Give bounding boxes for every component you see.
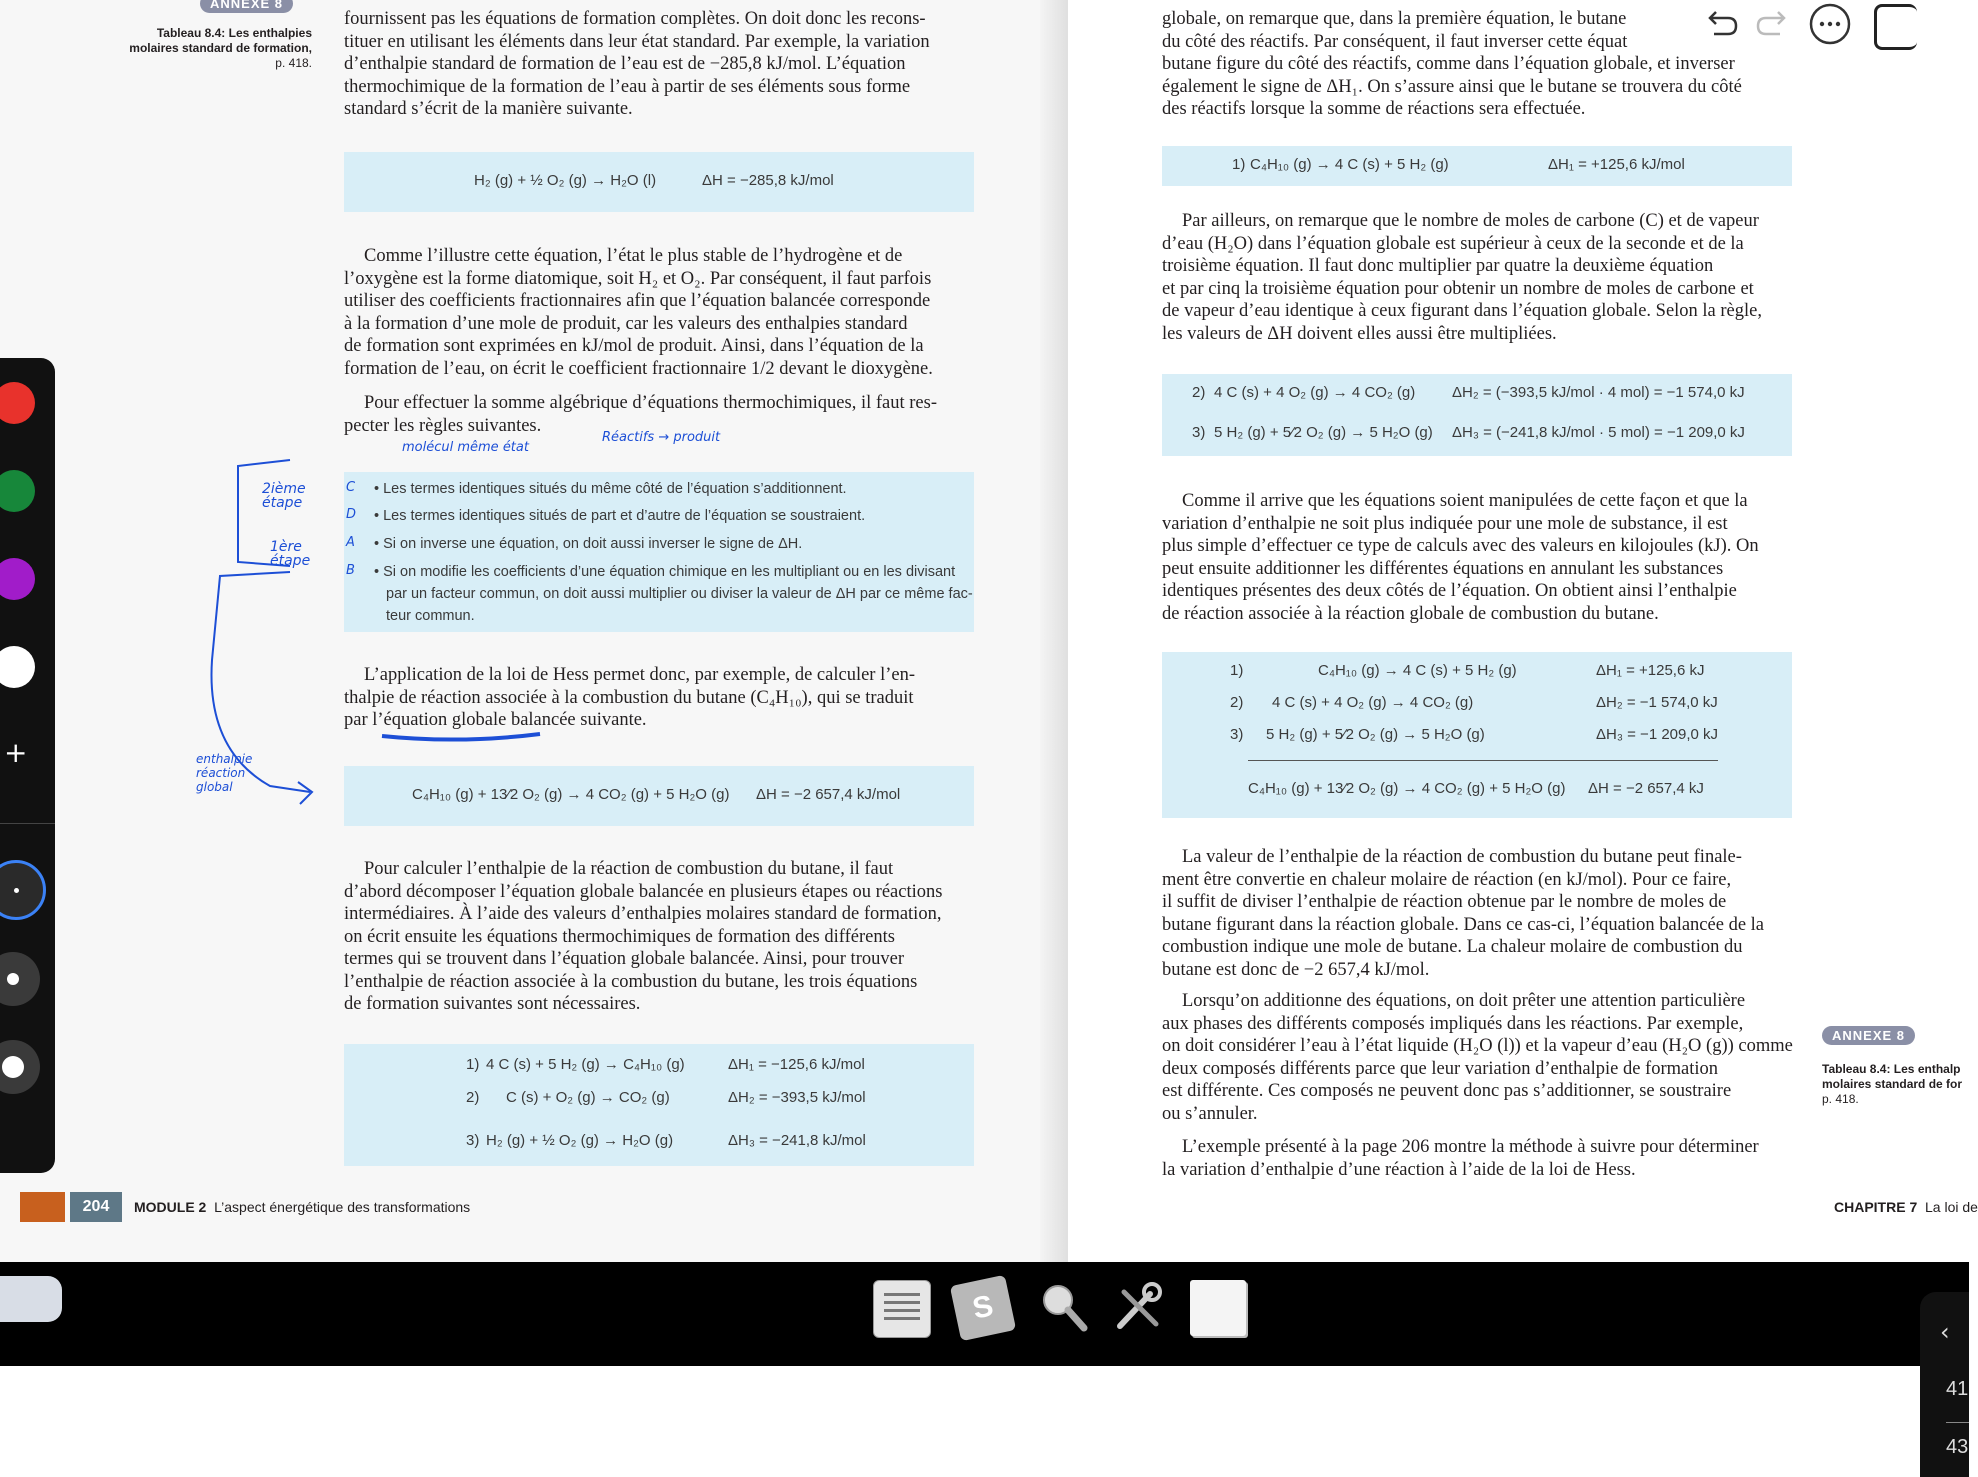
enthalpy-value: ΔH₂ = −393,5 kJ/mol xyxy=(728,1089,866,1106)
rule-item: • Les termes identiques situés du même côté de l’équation s’additionnent. xyxy=(374,481,847,497)
text-line: des réactifs lorsque la somme de réactions sera effectuée. xyxy=(1162,99,1586,119)
handwritten-tag: C xyxy=(346,480,356,495)
equation-number: 2) xyxy=(466,1089,480,1106)
enthalpy-value: ΔH = −285,8 kJ/mol xyxy=(702,172,834,189)
margin-note xyxy=(1822,1062,1962,1107)
paragraph-value xyxy=(1162,846,1862,981)
color-red-swatch[interactable] xyxy=(0,382,35,424)
handwritten-tag: A xyxy=(346,535,355,550)
text-line: Pour calculer l’enthalpie de la réaction de combustion du butane, il faut xyxy=(364,859,894,879)
text-line: les valeurs de ΔH doivent elles aussi être multipliées. xyxy=(1162,323,1557,344)
equation: 4 C (s) + 4 O₂ (g) → 4 CO₂ (g) xyxy=(1272,694,1474,711)
handwritten-tag: D xyxy=(346,507,357,522)
page-side-panel xyxy=(1920,1292,1969,1477)
footer-module-title: L’aspect énergétique des transformations xyxy=(214,1199,471,1215)
enthalpy-value: ΔH₁ = +125,6 kJ/mol xyxy=(1548,156,1685,173)
color-white-swatch[interactable] xyxy=(0,646,35,688)
text-line: Comme l’illustre cette équation, l’état le plus stable de l’hydrogène et de xyxy=(364,246,903,266)
text-line: Par ailleurs, on remarque que le nombre de moles de carbone (C) et de vapeur xyxy=(1182,211,1759,231)
text-line: L’application de la loi de Hess permet donc, par exemple, de calculer l’en- xyxy=(364,665,916,685)
enthalpy-value: ΔH₃ = (−241,8 kJ/mol · 5 mol) = −1 209,0 kJ xyxy=(1452,424,1745,441)
sticker-icon[interactable]: S xyxy=(950,1275,1016,1341)
paragraph-multiply xyxy=(1162,210,1862,345)
text-line: est différente. Ces composés ne peuvent donc pas s’additionner, se soustraire xyxy=(1162,1081,1732,1101)
paragraph-manip xyxy=(1162,490,1862,625)
text-line: pecter les règles suivantes. xyxy=(344,415,542,436)
annexe-tab[interactable]: ANNEXE 8 xyxy=(200,0,293,13)
rule-text: Les termes identiques situés de part et d’autre de l’équation se soustraient. xyxy=(383,508,866,524)
paragraph-hess xyxy=(344,664,974,732)
rule-item: • Les termes identiques situés de part et d’autre de l’équation se soustraient. xyxy=(374,508,866,524)
handwritten-note: Réactifs → produit xyxy=(602,430,721,445)
rule-text: par un facteur commun, on doit aussi multiplier ou diviser la valeur de ΔH par ce même fac- xyxy=(386,586,973,602)
text-line: standard s’écrit de la manière suivante. xyxy=(344,99,633,119)
paragraph-top xyxy=(344,8,974,121)
pen-palette xyxy=(0,358,55,1173)
undo-icon[interactable] xyxy=(1700,4,1740,44)
equation-box-three xyxy=(344,1044,974,1166)
margin-note-line: p. 418. xyxy=(1822,1092,1859,1106)
equation-box-23 xyxy=(1162,374,1792,456)
handwritten-note: enthalpie réaction global xyxy=(196,752,253,794)
text-line: La valeur de l’enthalpie de la réaction de combustion du butane peut finale- xyxy=(1182,847,1742,867)
annexe-tab[interactable]: ANNEXE 8 xyxy=(1822,1026,1915,1045)
color-green-swatch[interactable] xyxy=(0,470,35,512)
margin-note xyxy=(60,26,312,71)
text-line: par l’équation globale balancée suivante. xyxy=(344,710,647,730)
page-indicator[interactable]: 41 xyxy=(1946,1378,1969,1400)
text-line: d’enthalpie standard de formation de l’eau est de −285,8 kJ/mol. L’équation xyxy=(344,54,906,74)
rule-item: • Si on inverse une équation, on doit aussi inverser le signe de ΔH. xyxy=(374,536,803,552)
footer-chapter-label: CHAPITRE 7 xyxy=(1834,1199,1918,1215)
chevron-left-icon[interactable]: ‹ xyxy=(1940,1318,1950,1346)
equation-number: 1) xyxy=(1230,662,1244,679)
text-line: l’enthalpie de réaction associée à la combustion du butane, les trois équations xyxy=(344,971,918,992)
text-line: ment être convertie en chaleur molaire de réaction (en kJ/mol). Pour ce faire, xyxy=(1162,869,1732,890)
text-line: il suffit de diviser l’enthalpie de réaction obtenue par le nombre de moles de xyxy=(1162,892,1727,912)
paragraph-phases xyxy=(1162,990,1862,1125)
bottom-toolbar xyxy=(0,1262,1969,1366)
text-line: deux composés différents parce que leur variation d’enthalpie de formation xyxy=(1162,1058,1718,1079)
page-divider xyxy=(1946,1422,1969,1423)
text-line: et par cinq la troisième équation pour obtenir un nombre de moles de carbone et xyxy=(1162,278,1754,299)
text-line: la variation d’enthalpie d’une réaction à l’aide de la loi de Hess. xyxy=(1162,1159,1636,1180)
search-icon[interactable] xyxy=(1036,1280,1092,1336)
equation-number: 2) xyxy=(1192,384,1206,401)
equation-number: 3) xyxy=(1192,424,1206,441)
margin-note-line: Tableau 8.4: Les enthalpies xyxy=(156,26,312,40)
text-line: on doit considérer l’eau à l’état liquide (H₂O (l)) et la vapeur d’eau (H₂O (g)) comme xyxy=(1162,1036,1793,1056)
text-line: d’eau (H₂O) dans l’équation globale est supérieur à ceux de la seconde et de la xyxy=(1162,233,1744,254)
rule-text: Si on inverse une équation, on doit aussi inverser le signe de ΔH. xyxy=(383,536,803,552)
text-line: variation d’enthalpie ne soit plus indiquée pour une mole de substance, il est xyxy=(1162,513,1728,534)
handwritten-tag: B xyxy=(346,563,355,578)
add-color-icon[interactable]: + xyxy=(4,736,28,769)
paragraph-diatomic xyxy=(344,245,974,380)
text-line: ou s’annuler. xyxy=(1162,1103,1258,1124)
equation-number: 3) xyxy=(1230,726,1244,743)
text-line: combustion indique une mole de butane. La chaleur molaire de combustion du xyxy=(1162,937,1743,957)
text-line: peut ensuite additionner les différentes équations en annulant les substances xyxy=(1162,558,1724,579)
text-line: termes qui se trouvent dans l’équation globale balancée. Ainsi, pour trouver xyxy=(344,949,904,969)
enthalpy-value: ΔH₃ = −241,8 kJ/mol xyxy=(728,1132,866,1149)
equation-number: 1) xyxy=(1232,156,1246,173)
page-indicator[interactable]: 43 xyxy=(1946,1436,1969,1458)
enthalpy-value: ΔH = −2 657,4 kJ xyxy=(1588,780,1704,797)
enthalpy-value: ΔH₁ = −125,6 kJ/mol xyxy=(728,1056,865,1073)
equation: 4 C (s) + 4 O₂ (g) → 4 CO₂ (g) xyxy=(1214,384,1416,401)
text-line: d’abord décomposer l’équation globale balancée en plusieurs étapes ou réactions xyxy=(344,881,943,902)
handwritten-step1: 1ère étape xyxy=(270,539,311,569)
redo-icon[interactable] xyxy=(1754,4,1794,44)
margin-note-line: molaires standard de formation, xyxy=(129,41,312,55)
margin-note-line: p. 418. xyxy=(275,56,312,70)
text-line: du côté des réactifs. Par conséquent, il faut inverser cette équat xyxy=(1162,31,1628,52)
top-toolbar xyxy=(1690,0,1969,48)
text-line: thalpie de réaction associée à la combustion du butane (C₄H₁₀), qui se traduit xyxy=(344,687,914,708)
equation-box-water xyxy=(344,152,974,212)
enthalpy-value: ΔH₃ = −1 209,0 kJ xyxy=(1596,726,1719,743)
more-icon[interactable] xyxy=(1808,2,1852,46)
text-line: l’oxygène est la forme diatomique, soit H₂ et O₂. Par conséquent, il faut parfois xyxy=(344,268,932,289)
equation-number: 1) xyxy=(466,1056,480,1073)
rule-item: • Si on modifie les coefficients d’une équation chimique en les multipliant ou en les divisant xyxy=(374,564,956,580)
equation: H₂ (g) + ½ O₂ (g) → H₂O (l) xyxy=(474,172,657,189)
text-line: Comme il arrive que les équations soient manipulées de cette façon et que la xyxy=(1182,491,1748,511)
equation: C₄H₁₀ (g) + 13⁄2 O₂ (g) → 4 CO₂ (g) + 5 H₂O (g) xyxy=(1248,780,1566,797)
text-line: à la formation d’une mole de produit, car les valeurs des enthalpies standard xyxy=(344,313,908,334)
color-purple-swatch[interactable] xyxy=(0,558,35,600)
text-line: troisième équation. Il faut donc multiplier par quatre la deuxième équation xyxy=(1162,256,1714,276)
rule-text: Si on modifie les coefficients d’une équation chimique en les multipliant ou en les divisant xyxy=(383,564,956,580)
footer-module xyxy=(134,1199,470,1215)
text-line: de formation suivantes sont nécessaires. xyxy=(344,994,641,1014)
right-page xyxy=(1068,0,1978,1262)
equation: C₄H₁₀ (g) → 4 C (s) + 5 H₂ (g) xyxy=(1318,662,1517,679)
equation-number: 2) xyxy=(1230,694,1244,711)
text-line: aux phases des différents composés impliqués dans les réactions. Par exemple, xyxy=(1162,1013,1744,1034)
bottom-area xyxy=(0,1366,1969,1477)
equation-box-butane xyxy=(344,766,974,826)
margin-note-line: Tableau 8.4: Les enthalp xyxy=(1822,1062,1961,1076)
text-line: tituer en utilisant les éléments dans leur état standard. Par exemple, la variation xyxy=(344,31,930,52)
size-large-icon[interactable] xyxy=(0,1040,40,1094)
enthalpy-value: ΔH₁ = +125,6 kJ xyxy=(1596,662,1705,679)
rules-box xyxy=(344,472,974,632)
equation: H₂ (g) + ½ O₂ (g) → H₂O (g) xyxy=(486,1132,674,1149)
handwritten-step2: 2ième étape xyxy=(262,481,306,511)
handwritten-note: molécul même état xyxy=(402,440,529,455)
sidebar-toggle-icon[interactable] xyxy=(1874,4,1917,50)
footer-module-label: MODULE 2 xyxy=(134,1199,207,1215)
blank-page-icon[interactable] xyxy=(1190,1280,1246,1336)
footer-color-block xyxy=(20,1192,65,1222)
text-line: de réaction associée à la réaction globale de combustion du butane. xyxy=(1162,603,1659,624)
text-line: on écrit ensuite les équations thermochimiques de formation des différents xyxy=(344,926,895,947)
equation: 4 C (s) + 5 H₂ (g) → C₄H₁₀ (g) xyxy=(486,1056,685,1073)
size-medium-icon[interactable] xyxy=(0,952,40,1006)
enthalpy-value: ΔH = −2 657,4 kJ/mol xyxy=(756,786,901,803)
equation-box-1 xyxy=(1162,146,1792,186)
palette-divider xyxy=(0,823,55,824)
text-line: L’exemple présenté à la page 206 montre la méthode à suivre pour déterminer xyxy=(1182,1137,1759,1157)
text-line: également le signe de ΔH₁. On s’assure ainsi que le butane se trouvera du côté xyxy=(1162,76,1742,97)
equation: C (s) + O₂ (g) → CO₂ (g) xyxy=(506,1089,670,1106)
sum-divider xyxy=(1248,760,1718,761)
enthalpy-value: ΔH₂ = −1 574,0 kJ xyxy=(1596,694,1718,711)
page-number: 204 xyxy=(70,1192,122,1222)
equation: 5 H₂ (g) + 5⁄2 O₂ (g) → 5 H₂O (g) xyxy=(1214,424,1433,441)
rule-text: teur commun. xyxy=(386,608,475,624)
text-line: butane est donc de −2 657,4 kJ/mol. xyxy=(1162,959,1430,980)
handwritten-underline-icon xyxy=(370,724,550,748)
text-line: globale, on remarque que, dans la première équation, le butane xyxy=(1162,9,1627,29)
text-line: butane figure du côté des réactifs, comme dans l’équation globale, et inverser xyxy=(1162,54,1735,74)
paragraph-example xyxy=(1162,1136,1862,1181)
equation: C₄H₁₀ (g) → 4 C (s) + 5 H₂ (g) xyxy=(1250,156,1449,173)
margin-note-line: molaires standard de for xyxy=(1822,1077,1963,1091)
size-small-icon[interactable] xyxy=(0,860,46,920)
equation-box-sum xyxy=(1162,652,1792,818)
rule-text: Les termes identiques situés du même côté de l’équation s’additionnent. xyxy=(383,481,847,497)
enthalpy-value: ΔH₂ = (−393,5 kJ/mol · 4 mol) = −1 574,0 kJ xyxy=(1452,384,1745,401)
text-line: de formation sont exprimées en kJ/mol de produit. Ainsi, dans l’équation de la xyxy=(344,336,924,356)
left-page xyxy=(0,0,1068,1262)
text-line: plus simple d’effectuer ce type de calculs avec des valeurs en kilojoules (kJ). On xyxy=(1162,536,1759,556)
footer-chapter-title: La loi de xyxy=(1925,1199,1978,1215)
text-line: utiliser des coefficients fractionnaires afin que l’équation balancée corresponde xyxy=(344,291,931,311)
text-line: Lorsqu’on additionne des équations, on doit prêter une attention particulière xyxy=(1182,991,1746,1011)
equation: 5 H₂ (g) + 5⁄2 O₂ (g) → 5 H₂O (g) xyxy=(1266,726,1485,743)
text-line: de vapeur d’eau identique à ceux figurant dans l’équation globale. Selon la règle, xyxy=(1162,301,1762,321)
equation: C₄H₁₀ (g) + 13⁄2 O₂ (g) → 4 CO₂ (g) + 5 H₂O (g) xyxy=(412,786,730,803)
hand-tool-icon[interactable] xyxy=(0,1276,62,1322)
tools-icon[interactable] xyxy=(1110,1280,1166,1336)
text-line: identiques présentes des deux côtés de l’équation. On obtient ainsi l’enthalpie xyxy=(1162,581,1737,601)
equation-number: 3) xyxy=(466,1132,480,1149)
text-line: intermédiaires. À l’aide des valeurs d’enthalpies molaires standard de formation, xyxy=(344,904,942,924)
text-line: butane figurant dans la réaction globale. Dans ce cas-ci, l’équation balancée de la xyxy=(1162,914,1764,935)
text-line: formation de l’eau, on écrit le coefficient fractionnaire 1/2 devant le dioxygène. xyxy=(344,358,933,379)
text-line: fournissent pas les équations de formation complètes. On doit donc les recons- xyxy=(344,9,926,29)
footer-chapter xyxy=(1834,1199,1978,1215)
paragraph-steps xyxy=(344,858,974,1016)
notes-icon[interactable] xyxy=(873,1280,931,1338)
text-line: Pour effectuer la somme algébrique d’équations thermochimiques, il faut res- xyxy=(364,393,937,413)
text-line: thermochimique de la formation de l’eau à partir de ses éléments sous forme xyxy=(344,76,911,97)
